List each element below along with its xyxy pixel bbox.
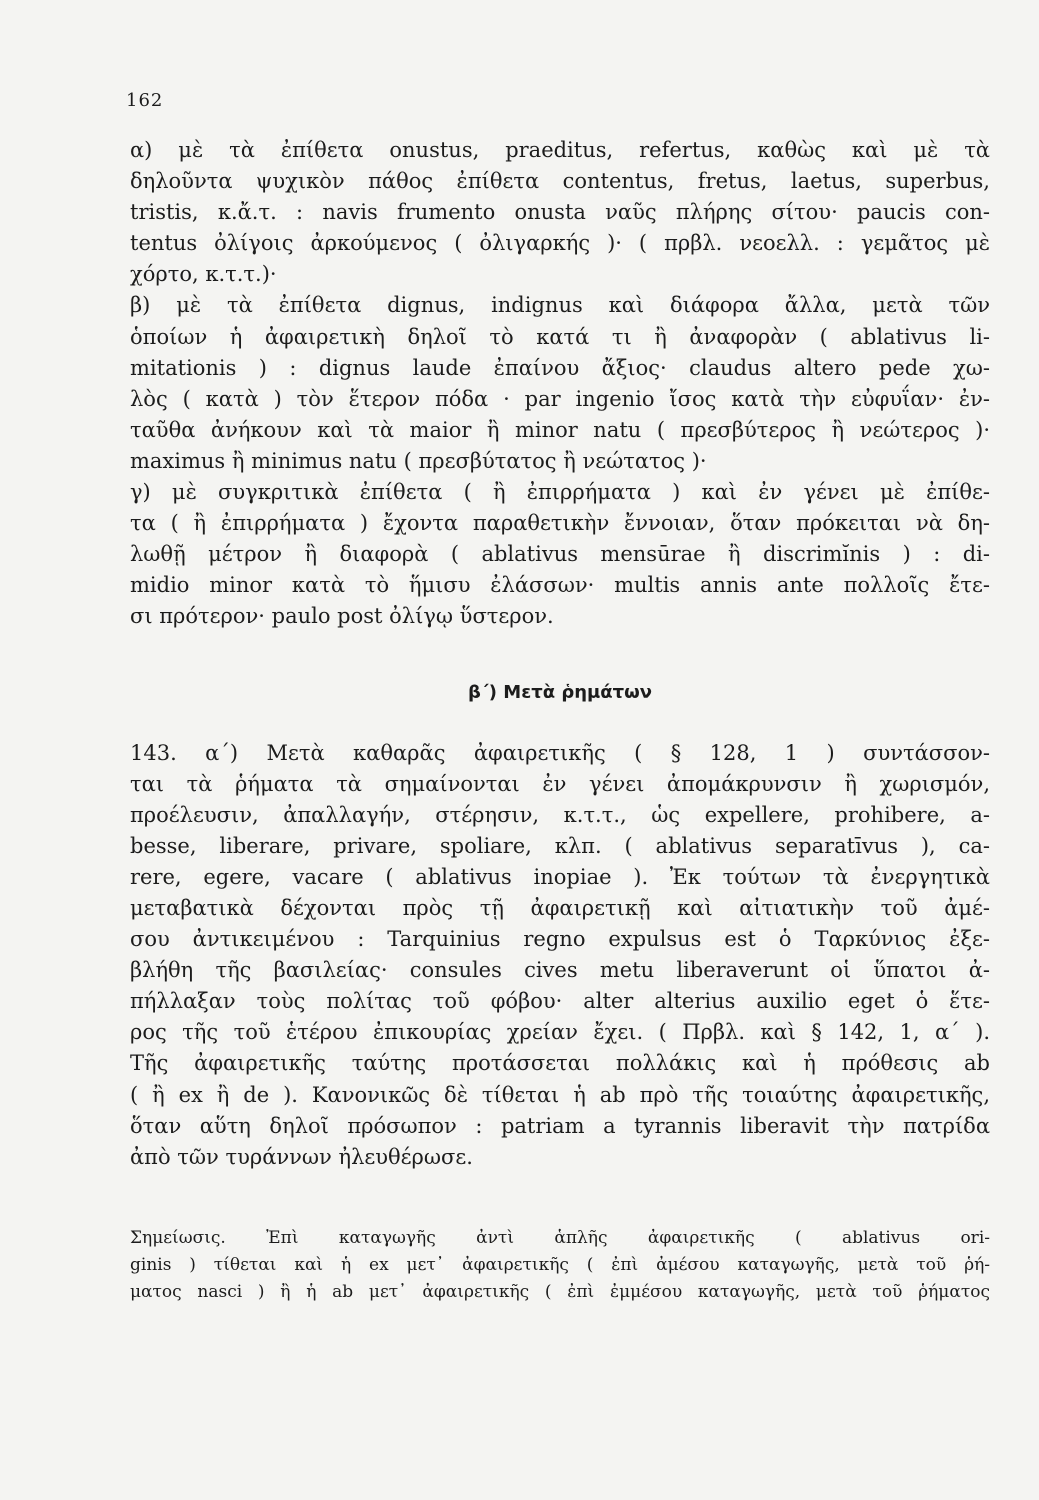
text-line: besse, liberare, privare, spoliare, κλπ. ( ablativus separatīvus ), ca- xyxy=(130,833,990,858)
note-line: ματος nasci ) ἢ ἡ ab μετ᾽ ἀφαιρετικῆς ( ἐπὶ ἐμμέσου καταγωγῆς, μετὰ τοῦ ῥήματος xyxy=(130,1281,990,1302)
paragraph-alpha xyxy=(130,135,990,290)
page-body xyxy=(130,135,990,1306)
text-line: χόρτο, κ.τ.τ.)· xyxy=(130,262,277,287)
text-line: πήλλαξαν τοὺς πολίτας τοῦ φόβου· alter alterius auxilio eget ὁ ἕτε- xyxy=(130,989,990,1014)
text-line: β) μὲ τὰ ἐπίθετα dignus, indignus καὶ διάφορα ἄλλα, μετὰ τῶν xyxy=(130,293,990,318)
text-line: maximus ἢ minimus natu ( πρεσβύτατος ἢ νεώτατος )· xyxy=(130,448,707,473)
text-line: ἀπὸ τῶν τυράννων ἠλευθέρωσε. xyxy=(130,1144,473,1169)
note-line: ginis ) τίθεται καὶ ἡ ex μετ᾽ ἀφαιρετικῆς ( ἐπὶ ἀμέσου καταγωγῆς, μετὰ τοῦ ῥή- xyxy=(130,1254,990,1275)
note-block xyxy=(130,1225,990,1306)
text-line: βλήθη τῆς βασιλείας· consules cives metu liberaverunt οἱ ὕπατοι ἀ- xyxy=(130,958,990,983)
text-line: γ) μὲ συγκριτικὰ ἐπίθετα ( ἢ ἐπιρρήματα ) καὶ ἐν γένει μὲ ἐπίθε- xyxy=(130,480,990,505)
page-number: 162 xyxy=(126,90,164,111)
text-line: δηλοῦντα ψυχικὸν πάθος ἐπίθετα contentus, fretus, laetus, superbus, xyxy=(130,169,990,194)
text-line: σου ἀντικειμένου : Tarquinius regno expulsus est ὁ Ταρκύνιος ἐξε- xyxy=(130,927,990,952)
paragraph-beta xyxy=(130,290,990,477)
text-line: ται τὰ ῥήματα τὰ σημαίνονται ἐν γένει ἀπομάκρυνσιν ἢ χωρισμόν, xyxy=(130,771,990,796)
spacer xyxy=(130,633,990,677)
text-line: 143. α΄) Μετὰ καθαρᾶς ἀφαιρετικῆς ( § 128, 1 ) συντάσσον- xyxy=(130,740,990,765)
note-line: Σημείωσις. Ἐπὶ καταγωγῆς ἀντὶ ἁπλῆς ἀφαιρετικῆς ( ablativus ori- xyxy=(130,1227,990,1248)
text-line: ( ἢ ex ἢ de ). Κανονικῶς δὲ τίθεται ἡ ab πρὸ τῆς τοιαύτης ἀφαιρετικῆς, xyxy=(130,1082,990,1107)
text-line: mitationis ) : dignus laude ἐπαίνου ἄξιος· claudus altero pede χω- xyxy=(130,355,990,380)
text-line: rere, egere, vacare ( ablativus inopiae ). Ἐκ τούτων τὰ ἐνεργητικὰ xyxy=(130,864,990,889)
text-line: α) μὲ τὰ ἐπίθετα onustus, praeditus, refertus, καθὼς καὶ μὲ τὰ xyxy=(130,138,990,162)
text-line: ταῦθα ἀνήκουν καὶ τὰ maior ἢ minor natu ( πρεσβύτερος ἢ νεώτερος )· xyxy=(130,417,990,442)
section-heading: β΄) Μετὰ ῥημάτων xyxy=(467,681,653,703)
text-line: tristis, κ.ἄ.τ. : navis frumento onusta ναῦς πλήρης σίτου· paucis con- xyxy=(130,200,990,225)
paragraph-gamma xyxy=(130,477,990,632)
text-line: Τῆς ἀφαιρετικῆς ταύτης προτάσσεται πολλάκις καὶ ἡ πρόθεσις ab xyxy=(130,1051,990,1076)
text-line: ρος τῆς τοῦ ἑτέρου ἐπικουρίας χρείαν ἔχει. ( Πρβλ. καὶ § 142, 1, α΄ ). xyxy=(130,1020,990,1045)
text-line: μεταβατικὰ δέχονται πρὸς τῇ ἀφαιρετικῇ καὶ αἰτιατικὴν τοῦ ἀμέ- xyxy=(130,895,990,920)
paragraph-preposition xyxy=(130,1048,990,1172)
text-line: λὸς ( κατὰ ) τὸν ἕτερον πόδα · par ingenio ἴσος κατὰ τὴν εὐφυΐαν· ἐν- xyxy=(130,386,990,411)
text-line: ὁποίων ἡ ἀφαιρετικὴ δηλοῖ τὸ κατά τι ἢ ἀναφορὰν ( ablativus li- xyxy=(130,324,990,349)
text-line: ὅταν αὕτη δηλοῖ πρόσωπον : patriam a tyrannis liberavit τὴν πατρίδα xyxy=(130,1113,990,1138)
text-line: τα ( ἢ ἐπιρρήματα ) ἔχοντα παραθετικὴν ἔννοιαν, ὅταν πρόκειται νὰ δη- xyxy=(130,511,990,536)
text-line: midio minor κατὰ τὸ ἥμισυ ἐλάσσων· multis annis ante πολλοῖς ἔτε- xyxy=(130,573,990,598)
text-line: προέλευσιν, ἀπαλλαγήν, στέρησιν, κ.τ.τ., ὡς expellere, prohibere, a- xyxy=(130,802,990,827)
text-line: tentus ὀλίγοις ἀρκούμενος ( ὀλιγαρκής )· ( πρβλ. νεοελλ. : γεμᾶτος μὲ xyxy=(130,231,990,256)
text-line: σι πρότερον· paulo post ὀλίγῳ ὕστερον. xyxy=(130,604,554,629)
paragraph-143 xyxy=(130,738,990,1049)
spacer xyxy=(130,708,990,738)
text-line: λωθῇ μέτρον ἢ διαφορὰ ( ablativus mensūrae ἢ discrimĭnis ) : di- xyxy=(130,542,990,567)
